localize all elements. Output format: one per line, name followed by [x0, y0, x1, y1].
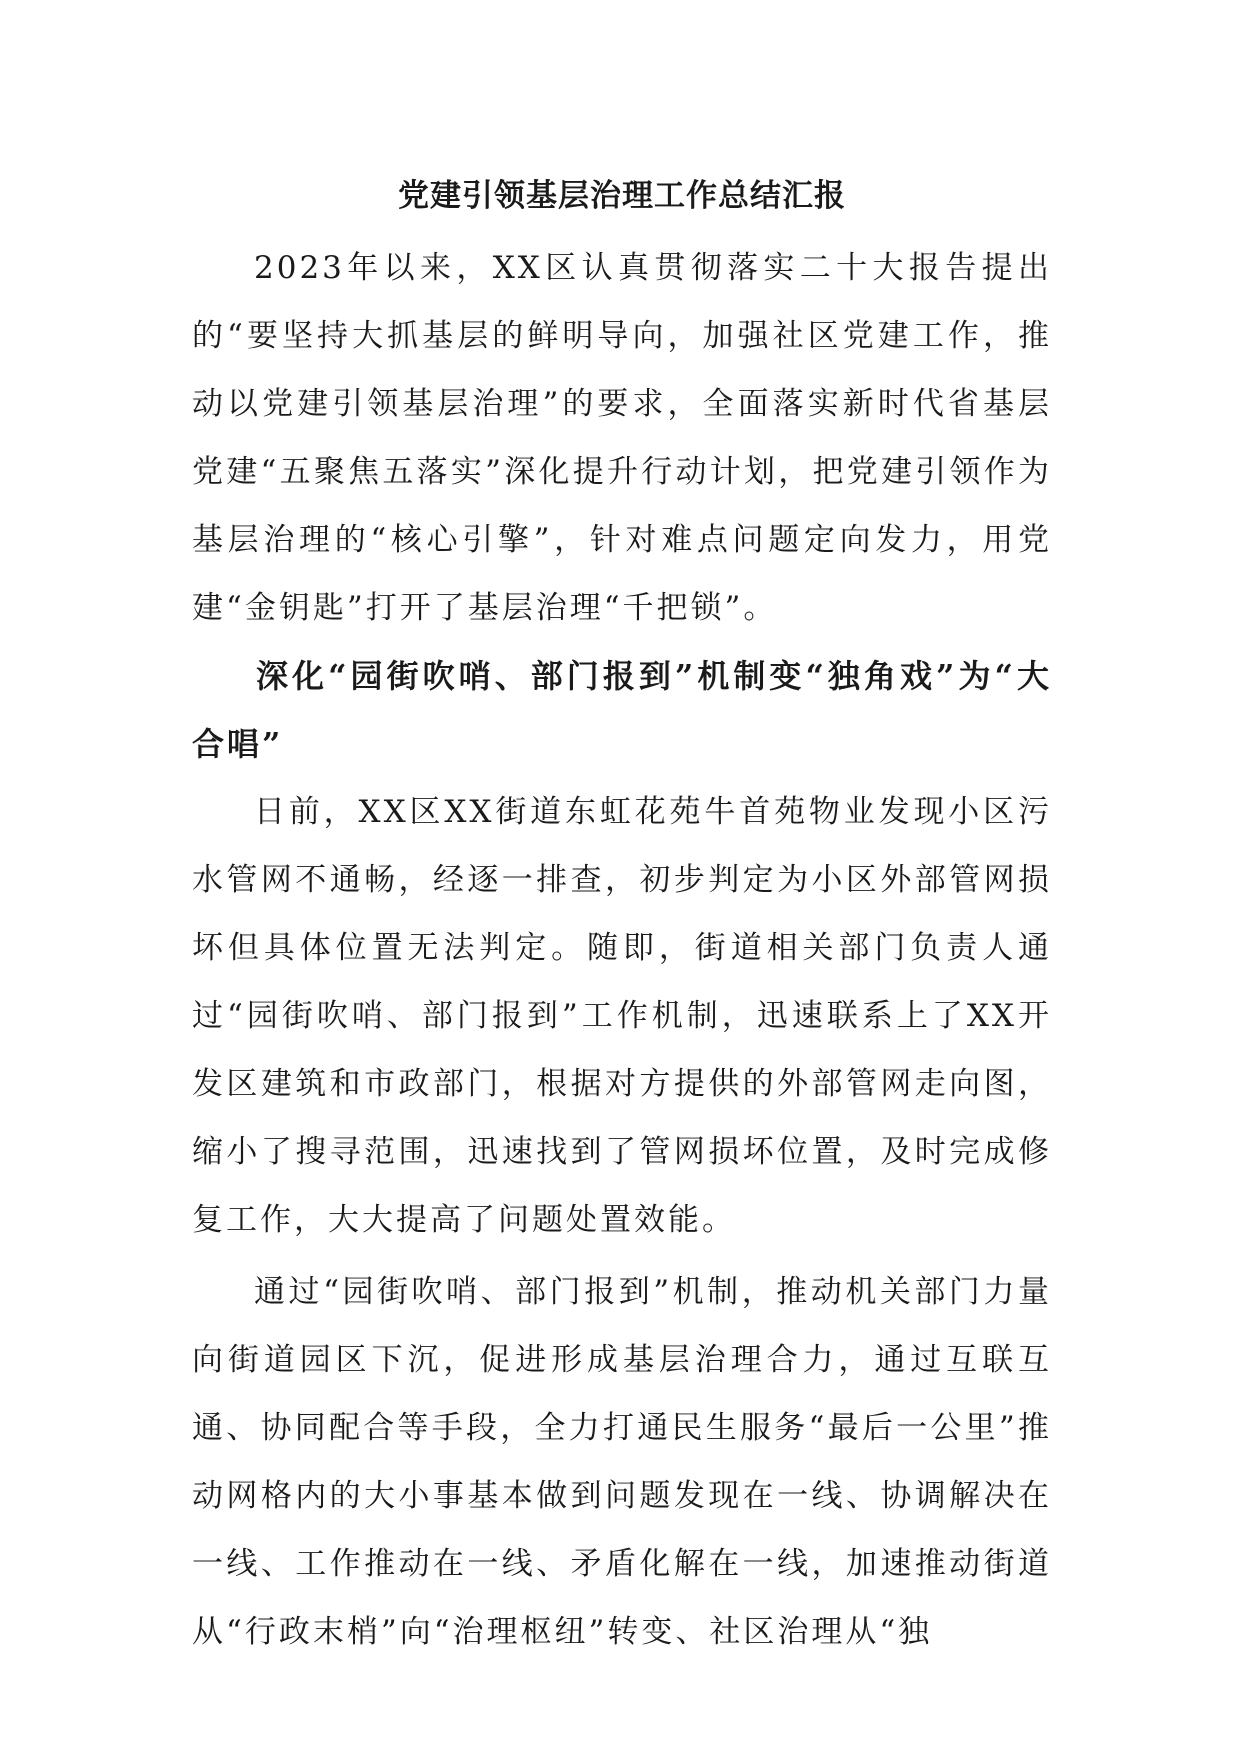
document-page [192, 168, 1052, 1666]
body-paragraph-2: 通过“园街吹哨、部门报到”机制，推动机关部门力量向街道园区下沉，促进形成基层治理合力，通过互联互通、协同配合等手段，全力打通民生服务“最后一公里”推动网格内的大小事基本做到问题发现在一线、协调解决在一线、工作推动在一线、矛盾化解在一线，加速推动街道从“行政末梢”向“治理枢纽”转变、社区治理从“独 [192, 1274, 1052, 1650]
document-title: 党建引领基层治理工作总结汇报 [398, 178, 846, 214]
section-heading: 深化“园街吹哨、部门报到”机制变“独角戏”为“大合唱” [192, 657, 1052, 763]
body-paragraph-1: 日前，XX区XX街道东虹花苑牛首苑物业发现小区污水管网不通畅，经逐一排查，初步判定为小区外部管网损坏但具体位置无法判定。随即，街道相关部门负责人通过“园街吹哨、部门报到”工作机制，迅速联系上了XX开发区建筑和市政部门，根据对方提供的外部管网走向图，缩小了搜寻范围，迅速找到了管网损坏位置，及时完成修复工作，大大提高了问题处置效能。 [192, 794, 1052, 1238]
intro-paragraph: 2023年以来，XX区认真贯彻落实二十大报告提出的“要坚持大抓基层的鲜明导向，加强社区党建工作，推动以党建引领基层治理”的要求，全面落实新时代省基层党建“五聚焦五落实”深化提升行动计划，把党建引领作为基层治理的“核心引擎”，针对难点问题定向发力，用党建“金钥匙”打开了基层治理“千把锁”。 [192, 250, 1052, 626]
